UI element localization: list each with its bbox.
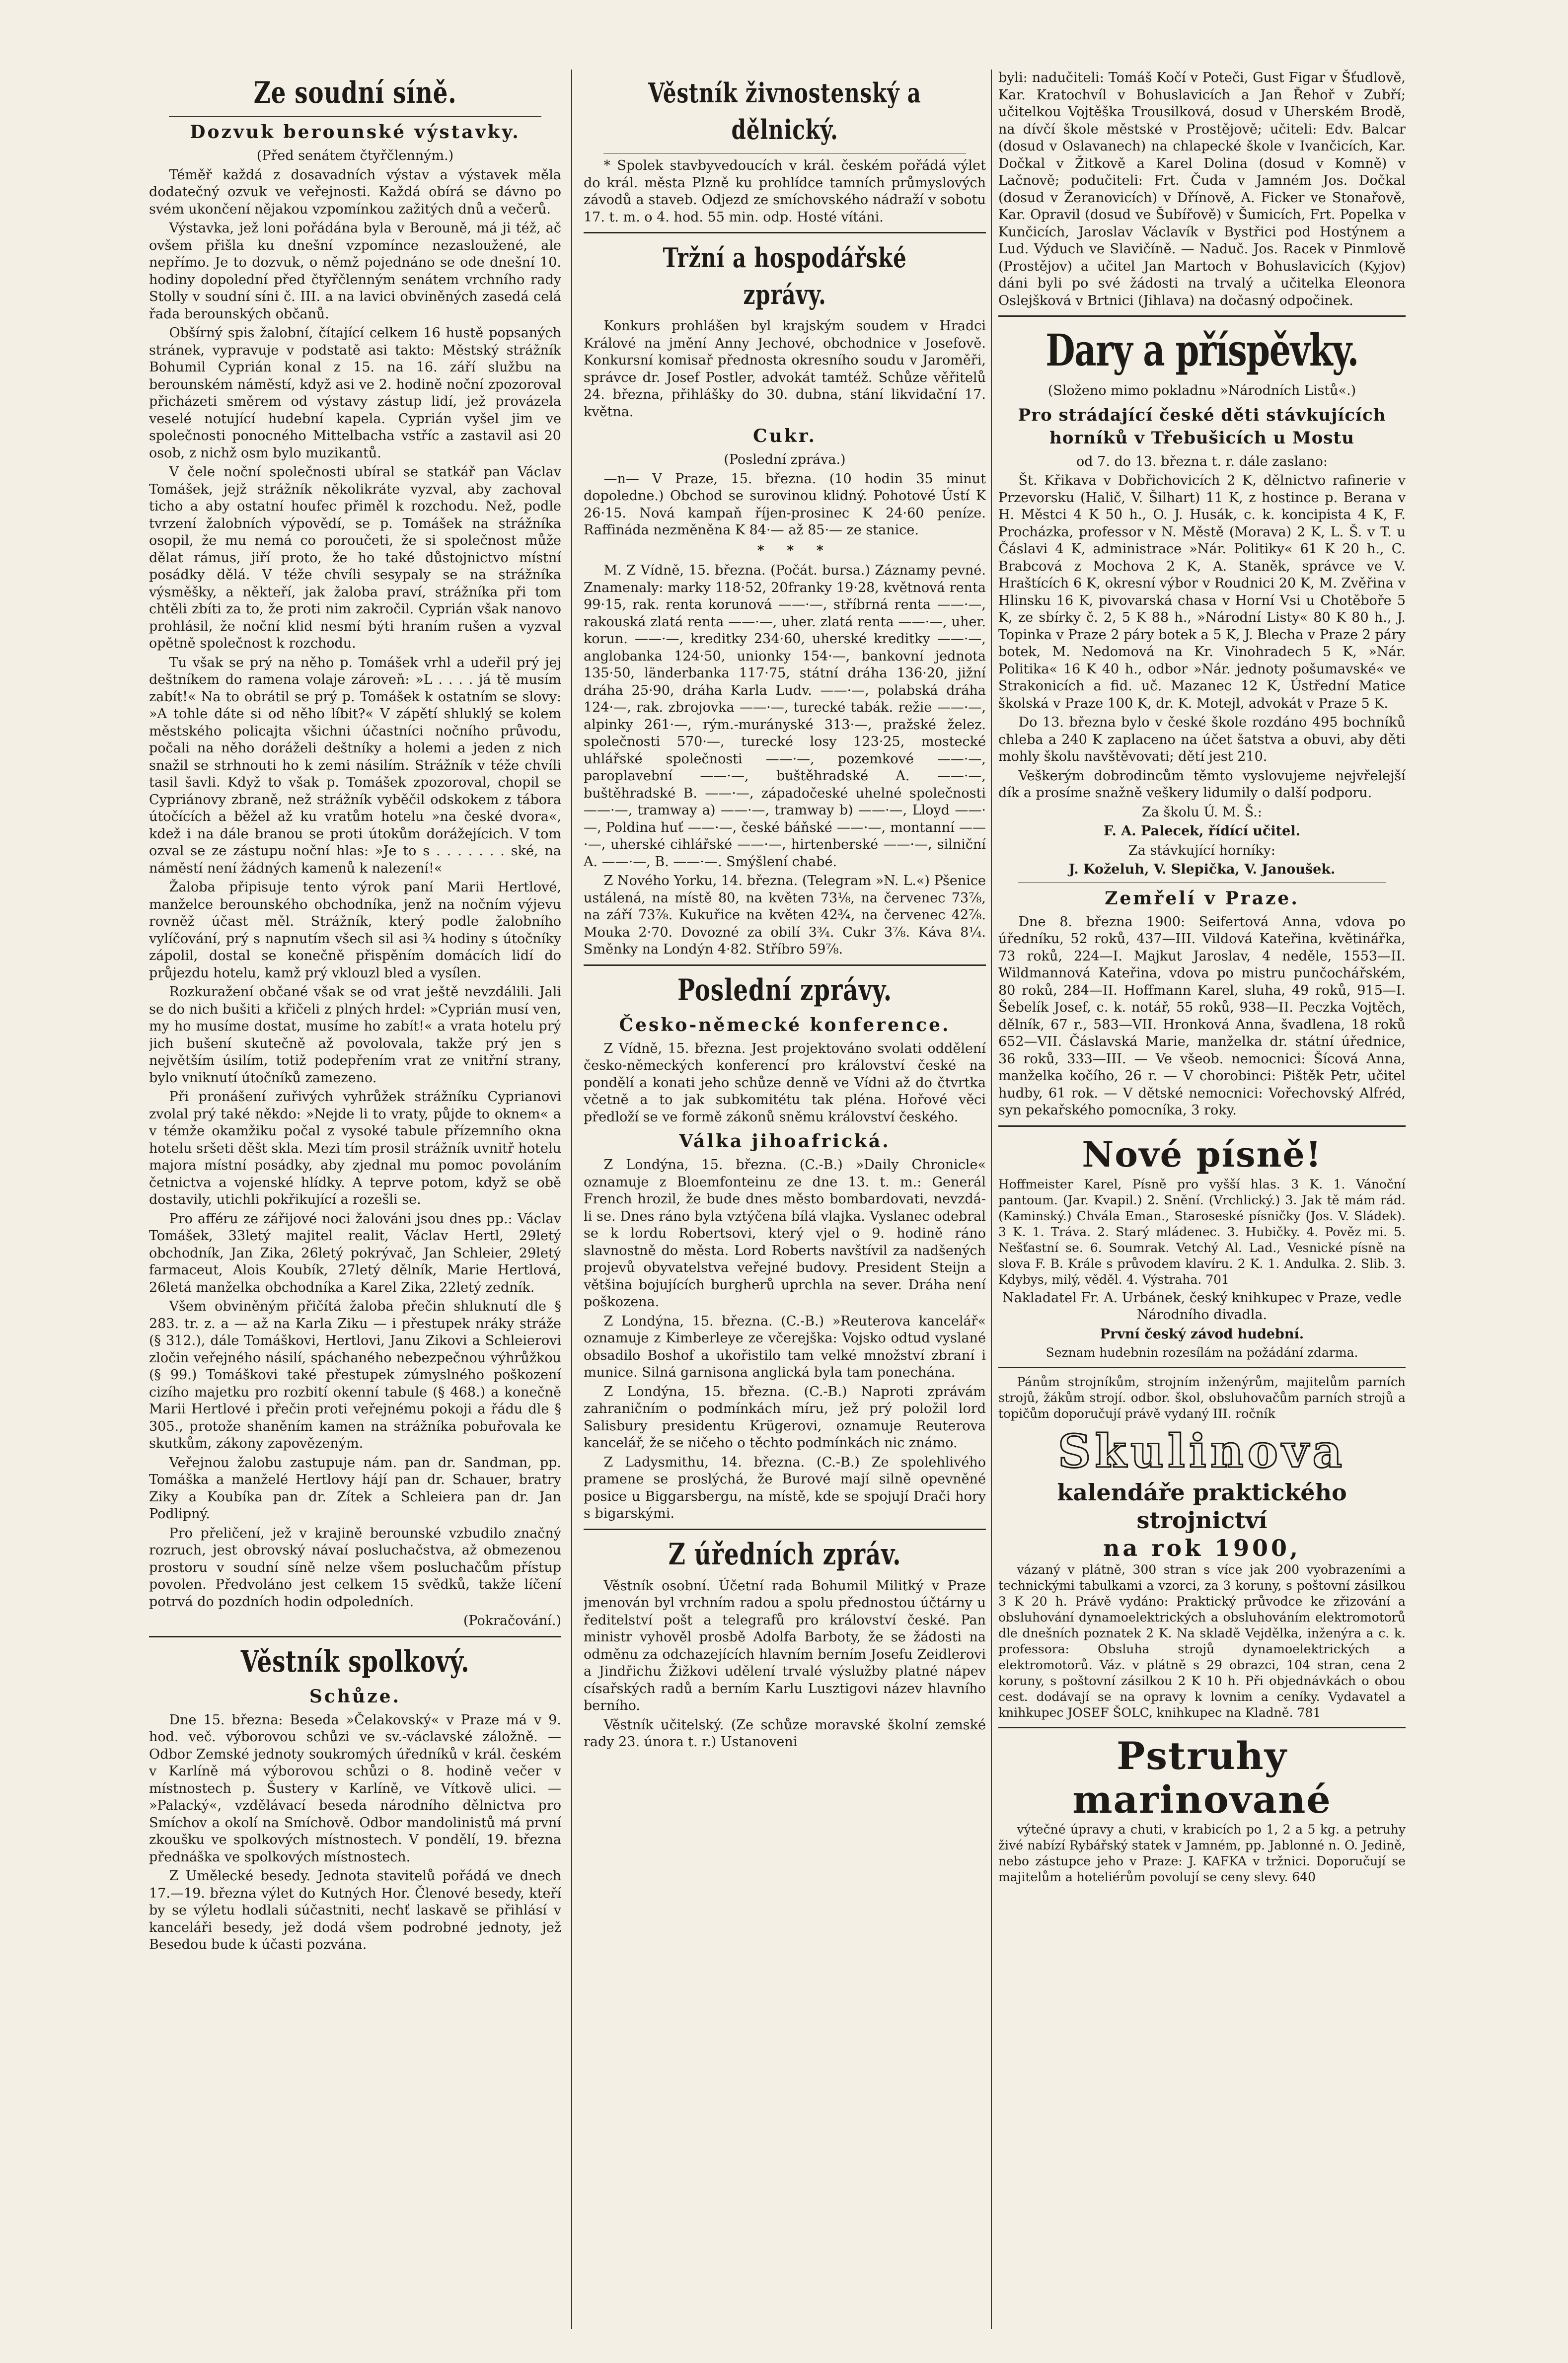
paragraph: V čele noční společnosti ubíral se statkář pan Václav Tomášek, jejž strážník několikráte vyzval, aby zachoval ticho a aby ostatní houfec přiměl k rozchodu. Než, podle tvrzení žalobních výpovědí, se p. Tomášek na strážníka osopil, že mu nemá co poroučeti, že si společnost může dělat rámus, jiří proto, že ho také důstojnictvo místní posádky dělá. V téže chvíli sesypaly se na strážníka výsměšky, a někteří, jak žaloba praví, strážníka při tom chtěli zbíti za to, že proti nim zakročil. Cyprián však nanovo prohlásil, že noční klid nesmí býti hraním rušen a vyzval opětně společnost k rozchodu.: [149, 464, 561, 651]
section-title: Poslední zprávy.: [677, 972, 892, 1008]
paragraph: Dne 15. března: Beseda »Čelakovský« v Praze má v 9. hod. več. výborovou schůzi ve sv.-václavské záložně. — Odbor Zemské jednoty soukromých úředníků v král. českém v Karlíně má výborovou schůzi o 8. hodině večer v místnostech p. Šustery v Karlíně, ve Vítkově ulici. — »Palacký«, vzdělávací beseda národního dělnictva pro Smíchov a okolí na Smíchově. Odbor mandolinistů má první zkoušku ve spolkových místnostech. V pondělí, 19. března přednáška ve spolkových místnostech.: [149, 1712, 561, 1865]
paragraph: Z Londýna, 15. března. (C.-B.) »Reuterova kancelář« oznamuje z Kimberleye ze včerejška: Vojsko odtud vyslané obsadilo Boshof a ukořistilo tam velké množství zbraní i munice. Silná garnisona anglická byla tam ponechána.: [584, 1313, 986, 1380]
column-2: [584, 70, 986, 2334]
paragraph: Výstavka, jež loni pořádána byla v Berouně, má ji též, ač ovšem přišla ku dnešní vzpomínce nezasloužené, ale nepřímo. Je to dozvuk, o němž pojednáno se ode dnešní 10. hodiny dopolední před čtyřčlenným senátem vrchního rady Stolly v soudní síni č. III. a na lavici obviněných zasedá celá řada berounských občanů.: [149, 221, 561, 322]
divider: [998, 1125, 1406, 1127]
column-1: [149, 70, 561, 2334]
paragraph: Všem obviněným přičítá žaloba přečin shluknutí dle § 283. tr. z. a — až na Karla Ziku — i přestupek nráky stráže (§ 312.), dále Tomáškovi, Hertlovi, Janu Zikovi a Schleierovi zločin veřejného násilí, spáchaného nebezpečnou výhrůžkou (§ 99.) Tomáškovi také přestupek zúmyslného poškození cizího majetku pro rozbití okenní tabule (§ 468.) a konečně Marii Hertlové i přečin proti veřejnému pokoji a řádu dle § 305., protože shaněním kamen na strážníka pobuřovala ke skutkům, zákony zapovězeným.: [149, 1299, 561, 1451]
subsection-title: Česko-německé konference.: [619, 1014, 951, 1035]
divider: [584, 232, 986, 233]
section-title: Věstník živnostenský a dělnický.: [648, 77, 921, 146]
divider: [998, 1727, 1406, 1728]
subsection-title: Válka jihoafrická.: [679, 1131, 891, 1152]
divider: [584, 964, 986, 966]
section-title: Ze soudní síně.: [253, 75, 457, 110]
subsection-title: Cukr.: [753, 426, 817, 446]
divider: [169, 116, 541, 117]
subsection-note: (Poslední zpráva.): [724, 452, 846, 467]
separator-stars: * * *: [757, 542, 832, 558]
section-title: Dary a příspěvky.: [1045, 324, 1358, 376]
paragraph: Z Nového Yorku, 14. března. (Telegram »N. L.«) Pšenice ustálená, na místě 80, na květen 73⅛, na červenec 73⅞, na září 73⅞. Kukuřice na květen 42¾, na červenec 42⅞. Mouka 2·70. Dovozné za obilí 3¾. Cukr 3⅞. Káva 8¼. Směnky na Londýn 4·82. Stříbro 59⅞.: [584, 873, 986, 957]
section-title: Tržní a hospodářské zprávy.: [663, 242, 907, 310]
paragraph: byli: nadučiteli: Tomáš Kočí v Poteči, Gust Figar v Šťudlově, Kar. Kratochvíl v Bohuslavicích a Jan Řehoř v Zubří; učitelkou Vojtěška Trousilková, dosud v Uherském Brodě, na dívčí škole městské v Prostějově; učiteli: Edv. Balcar (dosud v Oslavanech) na chlapecké škole v Ivančicích, Kar. Dočkal v Žitkově a Karel Dolina (dosud v Komně) v Lačnově; podučiteli: Frt. Čuda v Jamném Jos. Dočkal (dosud v Žeranovicích) v Dřínově, A. Ficker ve Stonařově, Kar. Opravil (dosud ve Šubířově) v Šumicích, Frt. Popelka v Kunčicích, Jaroslav Václavík v Bystřici pod Hostýnem a Lud. Výduch ve Slavičíně. — Naduč. Jos. Racek v Pinmlově (Prostějov) a učitel Jan Martoch v Bohuslavicích (Kyjov) dáni byli po své žádosti na trvalý a učitelka Eleonora Oslejšková v Brtnici (Jihlava) na dočasný odpočinek.: [998, 70, 1406, 308]
paragraph: Z Umělecké besedy. Jednota stavitelů pořádá ve dnech 17.—19. března výlet do Kutných Hor. Členové besedy, kteří by se výletu hodlali súčastniti, nechť laskavě se přihlásí v kanceláři besedy, jež dodá všem podrobné jednoty, jež Besedou bude k účasti pozvána.: [149, 1868, 561, 1952]
notice: * Spolek stavbyvedoucích v král. českém pořádá výlet do král. města Plzně ku prohlídce tamních průmyslových závodů a staveb. Odjezd ze smíchovského nádraží v sobotu 17. t. m. o 4. hod. 55 min. odp. Hosté vítáni.: [584, 158, 986, 225]
paragraph: Tu však se prý na něho p. Tomášek vrhl a udeřil prý jej deštníkem do ramena volaje zároveň: »L . . . . já tě musím zabít!« Na to obrátil se prý p. Tomášek k ostatním se slovy: »A tohle dáte si od něho líbit?« V zápětí shluklý se kolem městského policajta všichni účastníci nočního průvodu, počali na něho doráželi deštníky a holemi a jeden z nich snažil se strhnouti ho k zemi násilím. Strážník v téže chvíli tasil šavli. Když to však p. Tomášek zpozoroval, chopil se Cypriánovy zbraně, než strážník vyběčil odskokem z tábora útočících a běžel až ku vratům hotelu »na české dvora«, kdež i na dále branou se proti útokům dorážejícich. V tom ozval se ze zástupu noční hlas: »Je to s . . . . . . . ské, na náměstí není žádných kamenů k nalezení!«: [149, 655, 561, 876]
paragraph: Věstník osobní. Účetní rada Bohumil Militký v Praze jmenován byl vrchním radou a spolu přednostou účtárny u ředitelství pošt a telegrafů pro království české. Pan ministr vyhověl prosbě Adolfa Barboty, že se žádosti na odměnu za odchazejících hlavním berním Josefu Zeidlerovi a Jindřichu Žižkovi udělení trvalé výslužby platné nápev císařských radů a berním Karlu Lusztigovi název hlavního berního.: [584, 1578, 986, 1713]
subsection-title: Schůze.: [309, 1686, 401, 1707]
paragraph: M. Z Vídně, 15. března. (Počát. bursa.) Záznamy pevné. Znamenaly: marky 118·52, 20franky 19·28, květnová renta 99·15, rak. renta korunová ——·—, stříbrná renta ——·—, rakouská zlatá renta ——·—, uher. zlatá renta ——·—, uher. korun. ——·—, kreditky 234·60, uherské kreditky ——·—, anglobanka 124·50, unionky 154·—, bankovní jednota 135·50, länderbanka 117·75, státní dráha 136·20, jižní dráha 25·90, dráha Karla Ludv. ——·—, polabská dráha 124·—, rak. zbrojovka ——·—, turecké tabák. režie ——·—, alpinky 261·—, rým.-murányské 313·—, pražské želez. společnosti 570·—, turecké losy 123·25, mostecké uhlářské společnosti ——·—, pozemkové ——·—, paroplavební ——·—, buštěhradské A. ——·—, buštěhradské B. ——·—, západočeské uhelné společnosti ——·—, tramway a) ——·—, tramway b) ——·—, Lloyd ——·—, Poldina huť ——·—, české báňské ——·—, montanní ——·—, uherské cihlářské ——·—, hirtenberské ——·—, silniční A. ——·—, B. ——·—. Smýšlení chabé.: [584, 563, 986, 870]
paragraph: Věstník učitelský. (Ze schůze moravské školní zemské rady 23. února t. r.) Ustanoveni: [584, 1717, 986, 1750]
ad-title: na rok 1900,: [1103, 1535, 1301, 1561]
paragraph: Veřejnou žalobu zastupuje nám. pan dr. Sandman, pp. Tomáška a manželé Hertlovy hájí pan dr. Schauer, bratry Ziky a Koubíka pan dr. Zítek a Schleiera pan dr. Jan Podlipný.: [149, 1455, 561, 1522]
paragraph: Rozkuražení občané však se od vrat ještě nevzdálili. Jali se do nich bušiti a křičeli z plných hrdel: »Cyprián musí ven, my ho musíme dostat, musíme ho zabít!« a vrata hotelu prý jich bušení skutečně až povolovala, takže prý jen s největším úsilím, totiž podepřením vrat ze vnitřní strany, bylo vniknutí útočníků zamezeno.: [149, 984, 561, 1086]
divider: [584, 1529, 986, 1530]
signature-name: F. A. Palecek, řídící učitel.: [1104, 823, 1300, 839]
ad-text: Nakladatel Fr. A. Urbánek, český knihkupec v Praze, vedle Národního divadla.: [1002, 1290, 1402, 1323]
paragraph: Veškerým dobrodincům těmto vyslovujeme nejvřelejší dík a prosíme snažně veškery lidumily o další podporu.: [998, 768, 1406, 801]
ad-text: vázaný v plátně, 300 stran s více jak 200 vyobrazeními a technickými tabulkami a vzorci, za 3 koruny, s poštovní zásilkou 3 K 20 h. Právě vydáno: Praktický průvodce ke zřizování a obsluhování dynamoelektrických a obsluhováním elektromotorů dle dnešních poznatek 2 K. Na skladě Vejdělka, inženýra a c. k. professora: Obsluha strojů dynamoelektrických a elektromotorů. Váz. v plátně s 29 obrazci, 104 stran, cena 2 koruny, s poštovní zásilkou 2 K 10 h. Při objednávkách o obou cest. dodávají se na opravy k lovnim a ceníky. Vydavatel a knihkupec JOSEF ŠOLC, knihkupec na Kladně. 781: [998, 1562, 1406, 1720]
paragraph: Pro afféru ze zářijové noci žalováni jsou dnes pp.: Václav Tomášek, 33letý majitel realit, Václav Hertl, 29letý obchodník, Jan Zika, 26letý pokrývač, Jan Schleier, 29letý farmaceut, Alois Koubík, 27letý dělník, Marie Hertlová, 26letá manželka obchodníka a Karel Zika, 22letý zedník.: [149, 1211, 561, 1295]
paragraph: Obšírný spis žalobní, čítající celkem 16 hustě popsaných stránek, vypravuje v podstatě asi takto: Městský strážník Bohumil Cyprián konal z 15. na 16. září službu na berounském náměstí, když asi ve 2. hodině noční zpozoroval přicházeti směrem od výstavy zástup lidí, jež provázela veselé notující hudební kapela. Cyprián vyšel jim ve společnosti ponocného Mittelbacha vstříc a zastavil asi 20 osob, z nichž osm bylo muzikantů.: [149, 325, 561, 461]
ad-title: Skulinova: [1057, 1424, 1346, 1478]
subsection-title: Pro strádající české děti stávkujících horníků v Třebušicích u Mostu: [1018, 405, 1386, 448]
ad-text: Pánům strojníkům, strojním inženýrům, majitelům parních strojů, žákům strojí. odbor. škol, obsluhovačům parních strojů a topičům doporučují právě vydaný III. ročník: [998, 1375, 1406, 1421]
ad-text: výtečné úpravy a chuti, v krabicích po 1, 2 a 5 kg. a petruhy živé nabízí Rybářský statek v Jamném, pp. Jablonné n. O. Jedině, nebo zástupce jeho v Praze: J. KAFKA v tržnici. Doporučují se majitelům a hoteliérům povolují se ceny slevy. 640: [998, 1822, 1406, 1884]
subsection-title: Zemřelí v Praze.: [1105, 887, 1299, 909]
collected-note: (Složeno mimo pokladnu »Národních Listů«.): [1047, 383, 1356, 398]
column-rule: [991, 70, 992, 2329]
ad-text: Seznam hudebnin rozesílám na požádání zdarma.: [1045, 1345, 1358, 1360]
paragraph: Do 13. března bylo v české škole rozdáno 495 bochníků chleba a 240 K zaplaceno na účet šatstva a obuvi, aby děti mohly školu navštěvovati; dětí jest 210.: [998, 715, 1406, 764]
column-3: [998, 70, 1406, 2334]
ad-text: První český závod hudební.: [1100, 1326, 1304, 1342]
signature: Za školu Ú. M. Š.:: [1142, 804, 1262, 820]
paragraph: Dne 8. března 1900: Seifertová Anna, vdova po úředníku, 52 roků, 437—III. Vildová Kateřina, květinářka, 73 roků, 224—I. Majkut Jaroslav, 4 neděle, 1553—II. Wildmannová Kateřina, vdova po mistru punčochářském, 80 roků, 284—II. Hoffmann Karel, sluha, 49 roků, 915—I. Šebelík Josef, c. k. notář, 55 roků, 938—II. Peczka Vojtěch, dělník, 67 r., 583—VII. Hronková Anna, švadlena, 18 roků 652—VII. Čáslavská Marie, manželka dr. státní úřednice, 36 roků, 333—III. — Ve všeob. nemocnici: Šícová Anna, manželka kočího, 26 r. — V chorobinci: Pištěk Petr, učitel hudby, 61 rok. — V dětské nemocnici: Vořechovský Alfréd, syn pekařského pomocníka, 3 roky.: [998, 914, 1406, 1118]
divider: [998, 315, 1406, 317]
paragraph: —n— V Praze, 15. března. (10 hodin 35 minut dopoledne.) Obchod se surovinou klidný. Pohotové Ústí K 26·15. Nová kampaň říjen-prosinec K 24·60 peníze. Raffináda nezměněna K 84·— až 85·— ze stanice.: [584, 471, 986, 538]
column-rule: [571, 70, 572, 2329]
paragraph: Téměř každá z dosavadních výstav a výstavek měla dodatečný ozvuk ve veřejnosti. Každá obírá se dávno po svém ukončení nějakou vzpomínkou zažitých dnů a večerů.: [149, 167, 561, 217]
ad-title: Pstruhy marinované: [1072, 1734, 1332, 1822]
paragraph: Z Londýna, 15. března. (C.-B.) »Daily Chronicle« oznamuje z Bloemfonteinu ze dne 13. t. m.: Generál French hrozil, že bude dnes město bombardovati, nevzdá-li se. Dnes ráno byla vztýčena bílá vlajka. Vyslanec odebral se k lordu Robertsovi, který vjel o 9. hodině ráno slavnostně do města. Lord Roberts navštívil za nadšených projevů obyvatelstva veřejné budovy. President Steijn a většina bojujících burgherů uprchla na sever. Dráha není poškozena.: [584, 1157, 986, 1310]
paragraph: Z Ladysmithu, 14. března. (C.-B.) Ze spolehlivého pramene se proslýchá, že Burové mají silně opevněné posice u Biggarsbergu, na místě, kde se spojují Drači hory s bigarskými.: [584, 1454, 986, 1521]
article-note: (Před senátem čtyřčlenným.): [256, 148, 454, 163]
date-line: od 7. do 13. března t. r. dále zaslano:: [1076, 453, 1328, 469]
article-title: Dozvuk berounské výstavky.: [190, 122, 521, 143]
paragraph: Z Vídně, 15. března. Jest projektováno svolati oddělení česko-německých konferencí pro království české na pondělí a konati jeho schůze denně ve Vídni až do čtvrtka včetně a to jak subkomitétu tak pléna. Hořové věci předloží se ve formě zákonů sněmu království českého.: [584, 1040, 986, 1125]
paragraph: Pro přeličení, jež v krajině berounské vzbudilo značný rozruch, jest obrovský návaí posluchačstva, až obmezenou prostoru v soudní síně nelze všem posluchačům přístup povolen. Předvoláno jest celkem 15 svědků, takže líčení potrvá do pozdních hodin odpoledních.: [149, 1525, 561, 1610]
paragraph: Při pronášení zuřivých vyhrůžek strážníku Cyprianovi zvolal prý také někdo: »Nejde li to vraty, půjde to oknem« a v témže okamžiku počal z vysoké tabule přízemního okna hotelu sršeti děšt skla. Mezi tím prosil strážník uvnitř hotelu majora místní posádky, aby zjednal mu pomoc povoláním četnictva a vojenské hlídky. A teprve potom, když se obě dostavily, utichli pokřikující a rozešli se.: [149, 1089, 561, 1207]
ad-title: kalendáře praktického strojnictví: [1057, 1479, 1347, 1534]
signature: Za stávkující horníky:: [1128, 842, 1275, 858]
ad-title: Nové písně!: [1082, 1133, 1322, 1175]
paragraph: Št. Křikava v Dobřichovicích 2 K, dělnictvo rafinerie v Przevorsku (Halič, V. Šilhart) 11 K, z hostince p. Berana v H. Městci 4 K 50 h., O. J. Husák, c. k. koncipista 4 K, F. Procházka, professor v N. Městě (Morava) 2 K, L. Š. v T. u Čáslavi 4 K, administrace »Nár. Politiky« 61 K 20 h., C. Brabcová z Mochova 2 K, A. Staněk, správce ve V. Hraštících 6 K, okresní výbor v Roudnici 20 K, M. Zvěřina v Hlinsku 16 K, pivovarská chasa v Horní Vsi u Chotěboře 5 K, ze sbírky č. 2, 5 K 88 h., »Národní Listy« 80 K 80 h., J. Topinka v Praze 2 páry botek a 5 K, J. Blecha v Praze 2 páry botek, M. Nedomová na Kr. Vinohradech 5 K, »Nár. Politika« 16 K 40 h., odbor »Nár. jednoty pošumavské« ve Strakonicích a fid. uč. Mazanec 12 K, Ústřední Matice školská v Praze 100 K, dr. K. Motejl, advokát v Praze 5 K.: [998, 473, 1406, 711]
section-title: Z úředních zpráv.: [668, 1537, 901, 1572]
continuation-note: (Pokračování.): [463, 1613, 561, 1628]
ad-text: Hoffmeister Karel, Písně pro vyšší hlas. 3 K. 1. Vánoční pantoum. (Jar. Kvapil.) 2. Snění. (Vrchlický.) 3. Jak tě mám rád. (Kaminský.) Chvála Eman., Staroseské písničky (Jos. V. Sládek). 3 K. 1. Tráva. 2. Starý mládenec. 3. Hubičky. 4. Pověz mi. 5. Nešťastní se. 6. Soumrak. Vetchý Al. Lad., Vesnické písně na slova F. B. Krále s průvodem klavíru. 2 K. 1. Andulka. 2. Slib. 3. Kdybys, milý, věděl. 4. Výstraha. 701: [998, 1177, 1406, 1287]
paragraph: Konkurs prohlášen byl krajským soudem v Hradci Králové na jmění Anny Jechové, obchodnice v Josefově. Konkursní komisař přednosta okresního soudu v Jaroměři, správce dr. Josef Postler, advokát tamtéž. Schůze věřitelů 24. března, přihlášky do 30. dubna, stání likvidační 17. května.: [584, 318, 986, 420]
paragraph: Z Londýna, 15. března. (C.-B.) Naproti zprávám zahraničním o podmínkách míru, jež prý položil lord Salisbury presidentu Krügerovi, oznamuje Reuterova kancelář, že se ničeho o těchto podmínkách nic známo.: [584, 1384, 986, 1451]
section-title: Věstník spolkový.: [240, 1644, 470, 1679]
divider: [149, 1636, 561, 1637]
signature-name: J. Koželuh, V. Slepička, V. Janoušek.: [1068, 862, 1336, 877]
divider: [998, 1367, 1406, 1368]
paragraph: Žaloba připisuje tento výrok paní Marii Hertlové, manželce berounského obchodníka, jenž na nočním výjevu rovněž účast měl. Strážník, který podle žalobního vylíčování, prý s napnutím všech sil asi ¾ hodiny s útočníky zápolil, dostal se konečně přispěním domácích lidí do průjezdu hotelu, kamž prý vklouzl bled a vysílen.: [149, 880, 561, 981]
